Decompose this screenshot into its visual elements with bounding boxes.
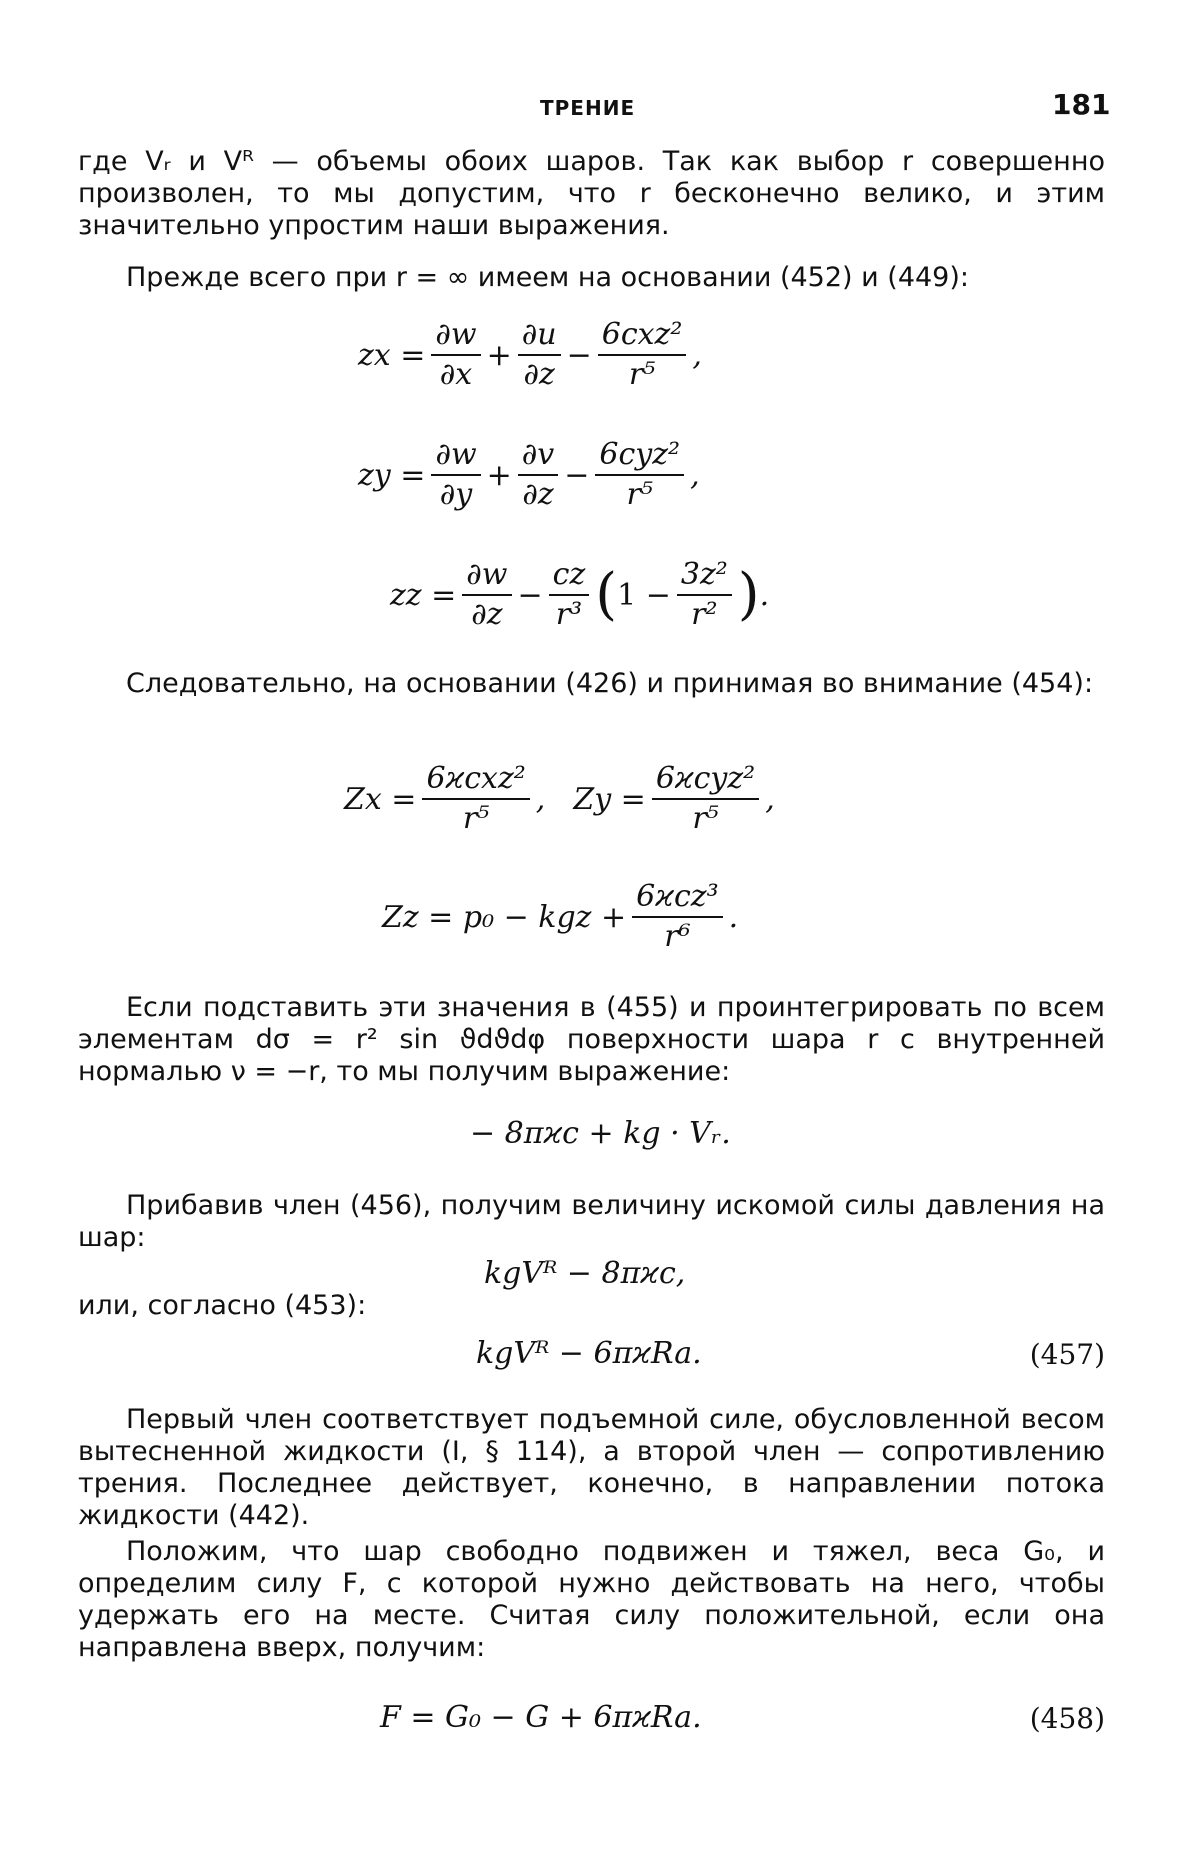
eq-zx-lhs: zx = xyxy=(358,337,426,373)
numerator: ∂u xyxy=(518,318,561,356)
fraction xyxy=(677,558,732,632)
eq-punct: , xyxy=(692,337,702,373)
eq-zy-lhs: zy = xyxy=(358,457,426,493)
eq-kg1-expr: kgVᴿ − 8πϰc, xyxy=(484,1256,686,1291)
denominator: r³ xyxy=(555,597,583,632)
fraction xyxy=(518,438,558,512)
eq-457-expr: kgVᴿ − 6πϰRa. xyxy=(476,1336,702,1371)
page-number: 181 xyxy=(1052,88,1111,121)
equation-456 xyxy=(470,1116,731,1151)
paragraph-adding: Прибавив член (456), получим величину искомой силы давления на шар: xyxy=(78,1190,1105,1253)
denominator: r² xyxy=(691,597,718,632)
running-title: ТРЕНИЕ xyxy=(540,96,636,120)
denominator: ∂z xyxy=(471,597,503,632)
eq-punct: , xyxy=(690,457,700,493)
paren-inner: 1 − xyxy=(617,577,671,613)
numerator: cz xyxy=(549,558,590,596)
denominator: r⁶ xyxy=(664,919,691,954)
line-or-according: или, согласно (453): xyxy=(78,1290,367,1321)
numerator: 6cxz² xyxy=(598,318,687,356)
numerator: ∂w xyxy=(431,438,480,476)
eq-punct: . xyxy=(759,577,770,613)
paragraph-volumes: где Vᵣ и Vᴿ — объемы обоих шаров. Так как выбор r совершенно произволен, то мы допустим, что r бесконечно велико, и этим значительно упростим наши выражения. xyxy=(78,146,1105,241)
denominator: ∂x xyxy=(439,357,473,392)
eq-Zy-lhs: Zy = xyxy=(573,781,646,817)
fraction xyxy=(431,318,480,392)
fraction xyxy=(632,880,722,954)
equation-Zz xyxy=(382,880,738,954)
equation-zy: zy = $\frac{\partial w}{\partial y}$ + $\frac{\partial v}{\partial z}$ − $\frac{\text{6cyz²}}{\text{r⁵}}$ , xyxy=(358,437,700,512)
numerator: ∂w xyxy=(462,558,511,596)
numerator: 6ϰcz³ xyxy=(632,880,722,918)
fraction xyxy=(518,318,561,392)
denominator: ∂z xyxy=(522,477,554,512)
equation-Zx-Zy xyxy=(344,762,775,836)
denominator: ∂y xyxy=(439,477,473,512)
denominator: r⁵ xyxy=(692,801,719,836)
eq-punct: . xyxy=(728,899,739,935)
fraction xyxy=(549,558,590,632)
numerator: ∂v xyxy=(518,438,558,476)
equation-kg-8pi xyxy=(484,1256,685,1291)
eq-456-expr: − 8πϰc + kg · Vᵣ. xyxy=(470,1116,731,1151)
numerator: 6ϰcxz² xyxy=(422,762,529,800)
equation-458 xyxy=(380,1700,702,1735)
denominator: r⁵ xyxy=(628,357,656,392)
numerator: 6cyz² xyxy=(595,438,684,476)
fraction xyxy=(462,558,511,632)
fraction xyxy=(595,438,684,512)
numerator: 3z² xyxy=(677,558,732,596)
paragraph-first-of-all: Прежде всего при r = ∞ имеем на основании (452) и (449): xyxy=(126,262,969,293)
paragraph-consequently: Следовательно, на основании (426) и принимая во внимание (454): xyxy=(126,668,1094,699)
denominator: r⁵ xyxy=(462,801,490,836)
equation-number-457: (457) xyxy=(1029,1338,1105,1371)
equation-zx: zx = $\frac{\partial w}{\partial x}$ + $\frac{\partial u}{\partial z}$ − $\frac{\text{6cxz²}}{\text{r⁵}}$ , xyxy=(358,317,702,392)
fraction xyxy=(598,318,687,392)
eq-zz-lhs: zz = xyxy=(390,577,457,613)
paragraph-first-term: Первый член соответствует подъемной силе, обусловленной весом вытесненной жидкости (I, § 114), а второй член — сопротивлению трения. Последнее действует, конечно, в направлении потока жидкости (442). xyxy=(78,1404,1105,1531)
fraction xyxy=(652,762,759,836)
eq-punct: , xyxy=(535,781,546,817)
left-paren: ( xyxy=(595,562,618,627)
page-header xyxy=(0,88,1200,128)
numerator: ∂w xyxy=(431,318,480,356)
paragraph-suppose: Положим, что шар свободно подвижен и тяжел, веса G₀, и определим силу F, с которой нужно действовать на него, чтобы удержать его на месте. Считая силу положительной, если она направлена вверх, получим: xyxy=(78,1536,1105,1663)
fraction xyxy=(431,438,480,512)
eq-458-expr: F = G₀ − G + 6πϰRa. xyxy=(380,1700,702,1735)
equation-number-458: (458) xyxy=(1029,1702,1105,1735)
fraction xyxy=(422,762,529,836)
numerator: 6ϰcyz² xyxy=(652,762,759,800)
right-paren: ) xyxy=(737,562,760,627)
denominator: ∂z xyxy=(523,357,555,392)
eq-Zz-lhs: Zz = p₀ − kgz + xyxy=(382,899,627,935)
denominator: r⁵ xyxy=(626,477,653,512)
eq-punct: , xyxy=(765,781,775,817)
paragraph-substitute: Если подставить эти значения в (455) и проинтегрировать по всем элементам dσ = r² sin ϑdϑdφ поверхности шара r с внутренней нормалью ν = −r, то мы получим выражение: xyxy=(78,992,1105,1087)
equation-zz: zz = $\frac{\partial w}{\partial z}$ − $\frac{cz}{\text{r³}}$ ( 1 − $\frac{\text{3z²}}{\text{r²}}$ ) . xyxy=(390,557,770,632)
equation-457 xyxy=(476,1336,702,1371)
eq-Zx-lhs: Zx = xyxy=(344,781,417,817)
